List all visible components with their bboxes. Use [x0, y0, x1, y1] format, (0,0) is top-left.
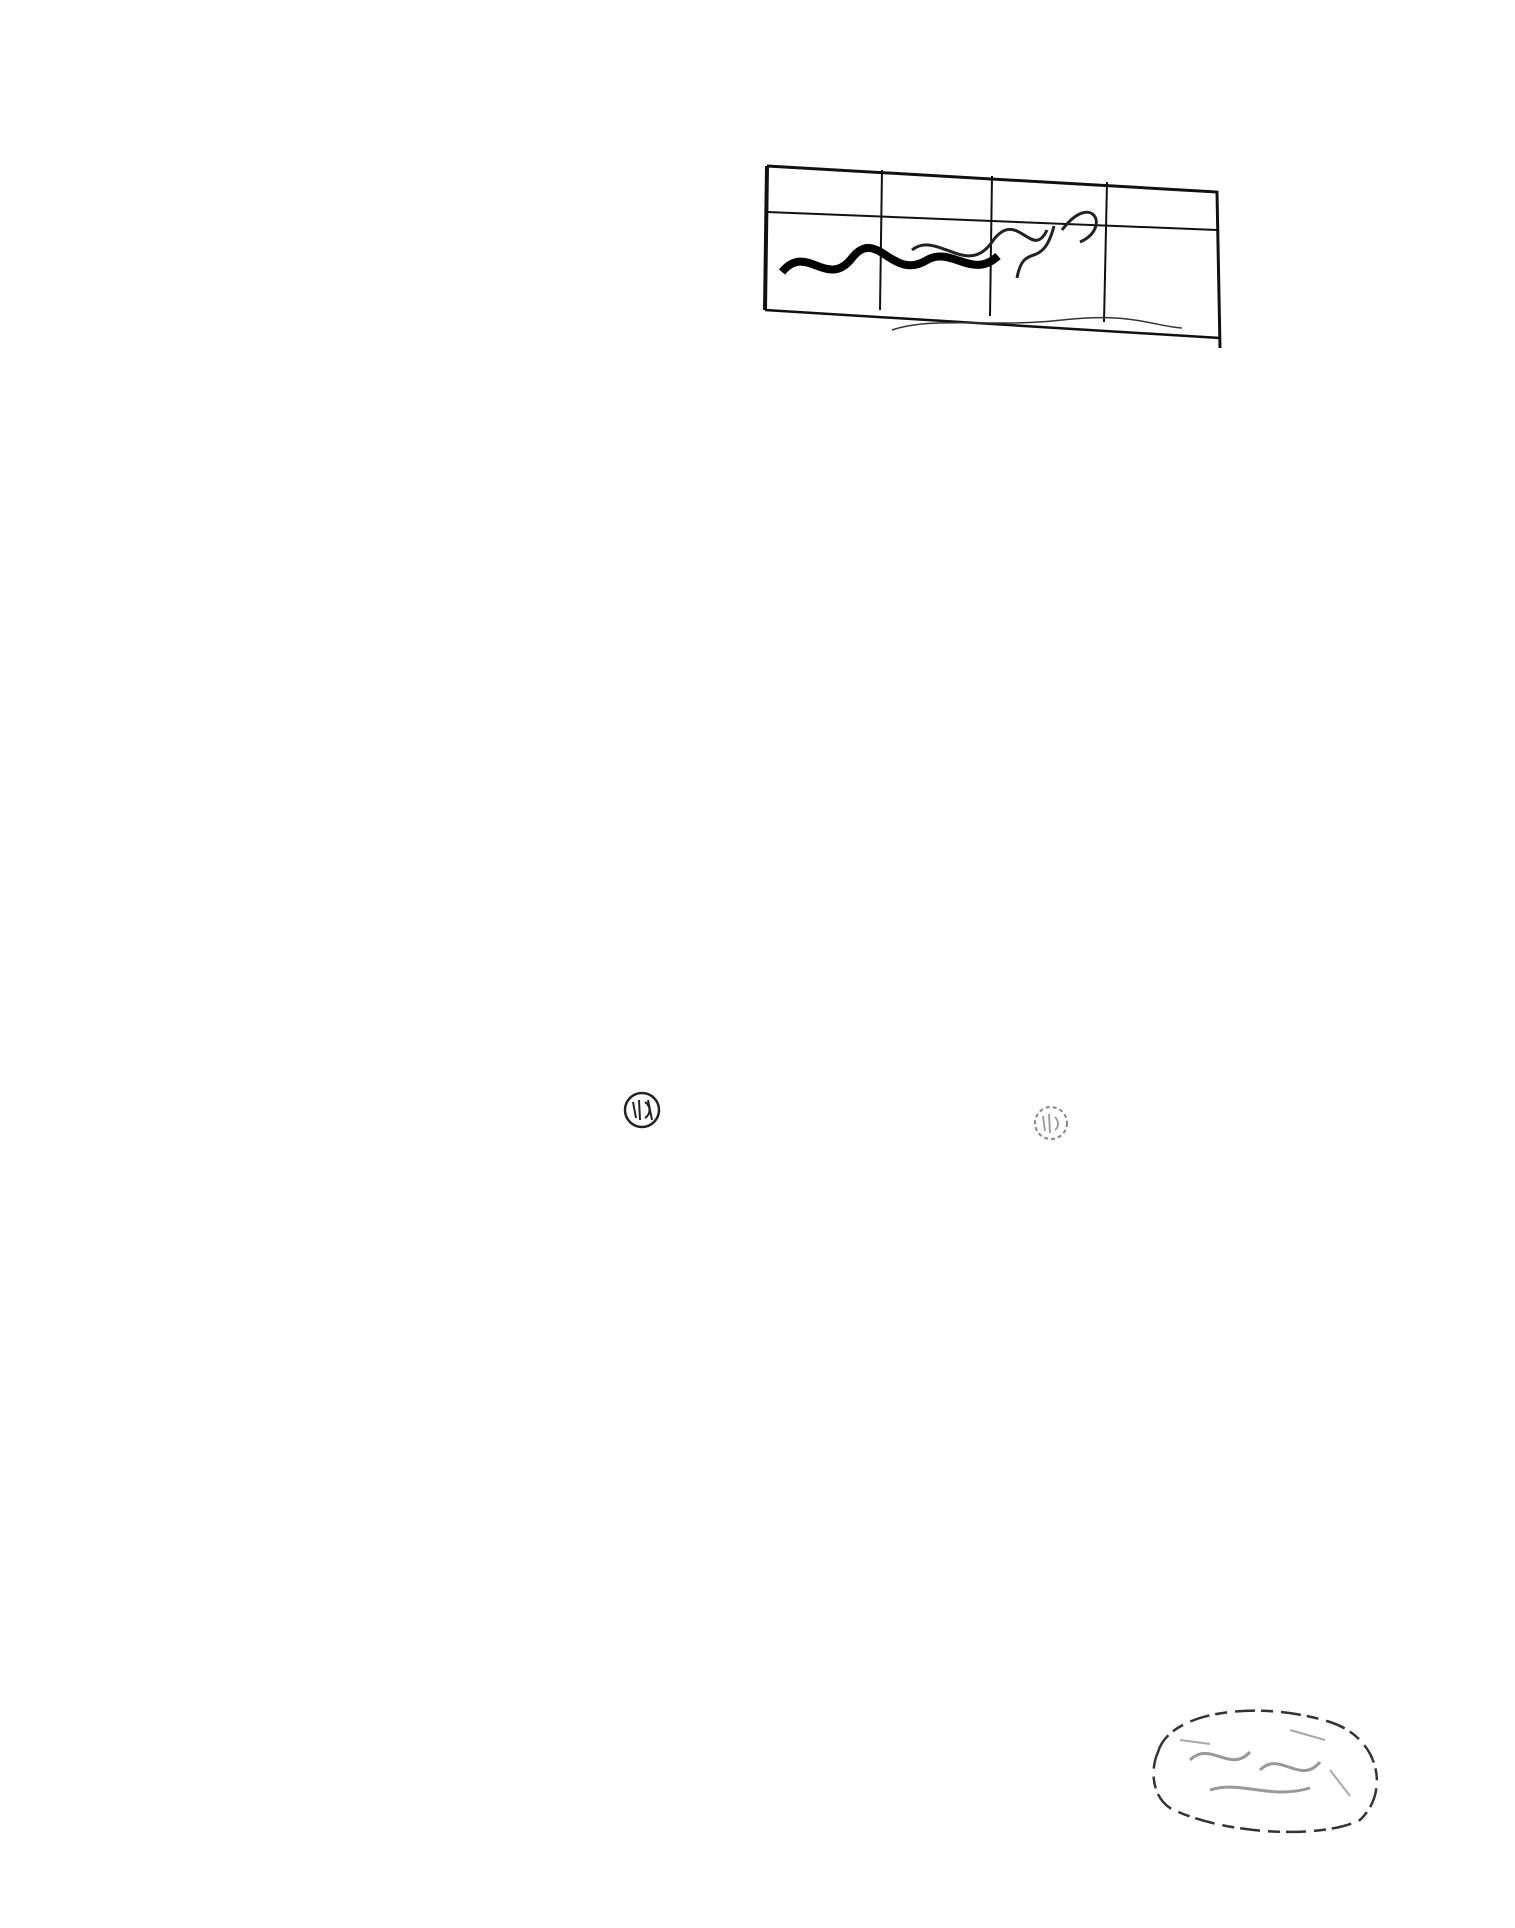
official-seal-stamp: [1140, 1700, 1385, 1835]
seal-mark-annual: [622, 1090, 662, 1130]
subject-row: [178, 576, 228, 607]
receipt-stamp: [762, 160, 1224, 348]
recipient-row: [178, 515, 216, 546]
seal-mark-monthly: [1032, 1104, 1070, 1142]
doc-number-row: [178, 450, 234, 481]
